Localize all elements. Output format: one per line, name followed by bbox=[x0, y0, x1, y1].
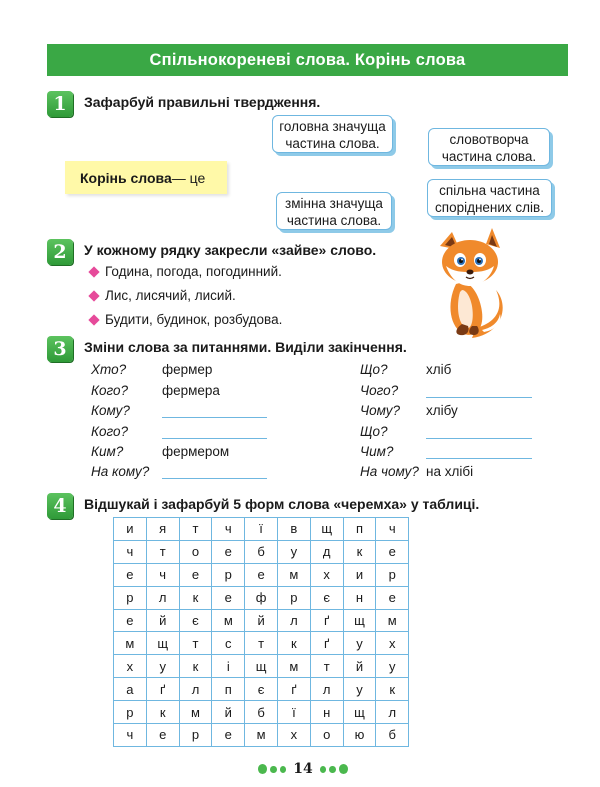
grid-cell[interactable]: р bbox=[376, 563, 409, 586]
grid-cell[interactable]: у bbox=[343, 678, 376, 701]
grid-cell[interactable]: е bbox=[245, 563, 278, 586]
grid-cell[interactable]: щ bbox=[343, 609, 376, 632]
grid-cell[interactable]: л bbox=[376, 701, 409, 724]
grid-cell[interactable]: т bbox=[179, 632, 212, 655]
grid-cell[interactable]: о bbox=[179, 540, 212, 563]
question-right: Чим? bbox=[360, 444, 394, 459]
grid-cell[interactable]: ч bbox=[114, 540, 147, 563]
grid-cell[interactable]: т bbox=[310, 655, 343, 678]
grid-cell[interactable]: й bbox=[343, 655, 376, 678]
grid-cell[interactable]: м bbox=[179, 701, 212, 724]
page-footer bbox=[258, 758, 348, 780]
grid-cell[interactable]: у bbox=[277, 540, 310, 563]
grid-row bbox=[114, 678, 409, 701]
grid-row bbox=[114, 655, 409, 678]
grid-cell[interactable]: с bbox=[212, 632, 245, 655]
grid-row bbox=[114, 701, 409, 724]
statement-line: змінна значуща bbox=[285, 196, 383, 211]
grid-cell[interactable]: р bbox=[179, 724, 212, 747]
grid-cell[interactable]: а bbox=[114, 678, 147, 701]
grid-cell[interactable]: о bbox=[310, 724, 343, 747]
grid-cell[interactable]: х bbox=[277, 724, 310, 747]
bullet-icon bbox=[88, 290, 99, 301]
footer-dot-icon bbox=[258, 764, 267, 774]
grid-cell[interactable]: к bbox=[343, 540, 376, 563]
grid-row bbox=[114, 724, 409, 747]
grid-cell[interactable]: р bbox=[114, 586, 147, 609]
question-right: Що? bbox=[360, 362, 388, 377]
question-left: На кому? bbox=[91, 464, 150, 479]
word-row-text: Будити, будинок, розбудова. bbox=[105, 312, 283, 327]
grid-cell[interactable]: м bbox=[277, 655, 310, 678]
word-row[interactable] bbox=[88, 264, 282, 279]
grid-cell[interactable]: е bbox=[146, 724, 179, 747]
grid-cell[interactable]: е bbox=[212, 540, 245, 563]
task-1-number: 1 bbox=[47, 91, 73, 117]
footer-dot-icon bbox=[329, 766, 335, 773]
fox-illustration-icon bbox=[432, 228, 510, 340]
grid-cell[interactable]: у bbox=[376, 655, 409, 678]
bullet-icon bbox=[88, 266, 99, 277]
grid-cell[interactable]: е bbox=[114, 609, 147, 632]
root-definition-prompt bbox=[65, 161, 227, 194]
grid-cell[interactable]: р bbox=[212, 563, 245, 586]
footer-dot-icon bbox=[270, 766, 276, 773]
footer-dot-icon bbox=[280, 766, 286, 773]
prompt-bold: Корінь слова bbox=[80, 169, 172, 186]
grid-cell[interactable]: є bbox=[179, 609, 212, 632]
task-2-number: 2 bbox=[47, 239, 73, 265]
prompt-rest: — це bbox=[171, 169, 206, 186]
grid-cell[interactable]: м bbox=[114, 632, 147, 655]
grid-cell[interactable]: я bbox=[146, 518, 179, 541]
grid-cell[interactable]: е bbox=[212, 586, 245, 609]
bullet-icon bbox=[88, 314, 99, 325]
grid-row bbox=[114, 540, 409, 563]
grid-cell[interactable]: ї bbox=[245, 518, 278, 541]
grid-cell[interactable]: ґ bbox=[310, 632, 343, 655]
statement-card[interactable] bbox=[428, 128, 550, 166]
grid-cell[interactable]: щ bbox=[245, 655, 278, 678]
grid-cell[interactable]: ч bbox=[146, 563, 179, 586]
statement-line: спільна частина bbox=[439, 183, 540, 198]
grid-cell[interactable]: ч bbox=[114, 724, 147, 747]
letter-grid bbox=[113, 517, 409, 747]
statement-card[interactable] bbox=[427, 179, 552, 217]
grid-cell[interactable]: н bbox=[343, 586, 376, 609]
grid-cell[interactable]: й bbox=[245, 609, 278, 632]
grid-cell[interactable]: у bbox=[146, 655, 179, 678]
grid-row bbox=[114, 632, 409, 655]
answer-right: хліб bbox=[426, 362, 452, 377]
grid-cell[interactable]: к bbox=[146, 701, 179, 724]
question-right: На чому? bbox=[360, 464, 419, 479]
grid-cell[interactable]: ґ bbox=[146, 678, 179, 701]
grid-cell[interactable]: н bbox=[310, 701, 343, 724]
task-3-number: 3 bbox=[47, 336, 73, 362]
grid-cell[interactable]: е bbox=[376, 586, 409, 609]
statement-line: споріднених слів. bbox=[435, 200, 544, 215]
grid-row bbox=[114, 563, 409, 586]
task-2-instruction: У кожному рядку закресли «зайве» слово. bbox=[84, 242, 377, 258]
answer-right: хлібу bbox=[426, 403, 458, 418]
word-row-text: Лис, лисячий, лисий. bbox=[105, 288, 236, 303]
answer-blank-right[interactable] bbox=[426, 457, 532, 459]
grid-row bbox=[114, 609, 409, 632]
answer-left: фермером bbox=[162, 444, 230, 459]
grid-cell[interactable]: у bbox=[343, 632, 376, 655]
answer-left: фермера bbox=[162, 383, 220, 398]
statement-line: словотворча bbox=[449, 132, 529, 147]
question-right: Чого? bbox=[360, 383, 399, 398]
grid-cell[interactable]: х bbox=[114, 655, 147, 678]
page-title: Спільнокореневі слова. Корінь слова bbox=[47, 44, 568, 76]
grid-cell[interactable]: щ bbox=[343, 701, 376, 724]
grid-cell[interactable]: в bbox=[277, 518, 310, 541]
grid-row bbox=[114, 518, 409, 541]
question-left: Хто? bbox=[91, 362, 127, 377]
grid-cell[interactable]: е bbox=[114, 563, 147, 586]
grid-cell[interactable]: е bbox=[376, 540, 409, 563]
grid-cell[interactable]: ч bbox=[212, 518, 245, 541]
grid-cell[interactable]: л bbox=[310, 678, 343, 701]
statement-card[interactable] bbox=[276, 192, 392, 230]
statement-line: частина слова. bbox=[285, 136, 380, 151]
grid-cell[interactable]: т bbox=[245, 632, 278, 655]
answer-blank-right[interactable] bbox=[426, 437, 532, 439]
answer-blank-left[interactable] bbox=[162, 437, 267, 439]
word-row[interactable] bbox=[88, 288, 236, 303]
task-1-instruction: Зафарбуй правильні твердження. bbox=[84, 94, 321, 110]
grid-cell[interactable]: д bbox=[310, 540, 343, 563]
grid-cell[interactable]: ч bbox=[376, 518, 409, 541]
grid-cell[interactable]: б bbox=[245, 701, 278, 724]
word-row-text: Година, погода, погодинний. bbox=[105, 264, 282, 279]
question-left: Кого? bbox=[91, 424, 128, 439]
grid-cell[interactable]: х bbox=[310, 563, 343, 586]
grid-cell[interactable]: х bbox=[376, 632, 409, 655]
grid-row bbox=[114, 586, 409, 609]
grid-cell[interactable]: к bbox=[179, 655, 212, 678]
grid-cell[interactable]: щ bbox=[146, 632, 179, 655]
answer-left: фермер bbox=[162, 362, 213, 377]
grid-cell[interactable]: б bbox=[245, 540, 278, 563]
grid-cell[interactable]: л bbox=[146, 586, 179, 609]
answer-blank-left[interactable] bbox=[162, 477, 267, 479]
grid-cell[interactable]: щ bbox=[310, 518, 343, 541]
grid-cell[interactable]: е bbox=[179, 563, 212, 586]
grid-cell[interactable]: к bbox=[179, 586, 212, 609]
statement-line: частина слова. bbox=[441, 149, 537, 164]
grid-cell[interactable]: п bbox=[212, 678, 245, 701]
grid-cell[interactable]: є bbox=[245, 678, 278, 701]
grid-cell[interactable]: и bbox=[343, 563, 376, 586]
grid-cell[interactable]: и bbox=[114, 518, 147, 541]
grid-cell[interactable]: є bbox=[310, 586, 343, 609]
task-4-instruction: Відшукай і зафарбуй 5 форм слова «черемха» у таблиці. bbox=[84, 496, 480, 512]
grid-cell[interactable]: ї bbox=[277, 701, 310, 724]
statement-line: частина слова. bbox=[286, 213, 382, 228]
grid-cell[interactable]: т bbox=[146, 540, 179, 563]
grid-cell[interactable]: л bbox=[179, 678, 212, 701]
task-4-number: 4 bbox=[47, 493, 73, 519]
grid-cell[interactable]: т bbox=[179, 518, 212, 541]
question-left: Кого? bbox=[91, 383, 128, 398]
grid-cell[interactable]: к bbox=[277, 632, 310, 655]
footer-dot-icon bbox=[339, 764, 348, 774]
page-number: 14 bbox=[293, 761, 313, 777]
grid-cell[interactable]: ґ bbox=[310, 609, 343, 632]
grid-cell[interactable]: е bbox=[212, 724, 245, 747]
question-right: Чому? bbox=[360, 403, 400, 418]
statement-line: головна значуща bbox=[279, 119, 386, 134]
grid-cell[interactable]: п bbox=[343, 518, 376, 541]
grid-cell[interactable]: й bbox=[146, 609, 179, 632]
grid-cell[interactable]: м bbox=[212, 609, 245, 632]
grid-cell[interactable]: б bbox=[376, 724, 409, 747]
grid-cell[interactable]: ґ bbox=[277, 678, 310, 701]
task-3-instruction: Зміни слова за питаннями. Виділи закінчення. bbox=[84, 339, 407, 355]
question-right: Що? bbox=[360, 424, 388, 439]
grid-cell[interactable]: ю bbox=[343, 724, 376, 747]
grid-cell[interactable]: л bbox=[277, 609, 310, 632]
word-row[interactable] bbox=[88, 312, 282, 327]
grid-cell[interactable]: ф bbox=[245, 586, 278, 609]
grid-cell[interactable]: і bbox=[212, 655, 245, 678]
answer-right: на хлібі bbox=[426, 464, 474, 479]
question-left: Ким? bbox=[91, 444, 124, 459]
question-left: Кому? bbox=[91, 403, 130, 418]
grid-cell[interactable]: м bbox=[245, 724, 278, 747]
grid-cell[interactable]: к bbox=[376, 678, 409, 701]
answer-blank-left[interactable] bbox=[162, 416, 267, 418]
answer-blank-right[interactable] bbox=[426, 396, 532, 398]
grid-cell[interactable]: р bbox=[114, 701, 147, 724]
statement-card[interactable] bbox=[272, 115, 393, 153]
grid-cell[interactable]: й bbox=[212, 701, 245, 724]
grid-cell[interactable]: м bbox=[376, 609, 409, 632]
grid-cell[interactable]: м bbox=[277, 563, 310, 586]
grid-cell[interactable]: р bbox=[277, 586, 310, 609]
footer-dot-icon bbox=[320, 766, 326, 773]
